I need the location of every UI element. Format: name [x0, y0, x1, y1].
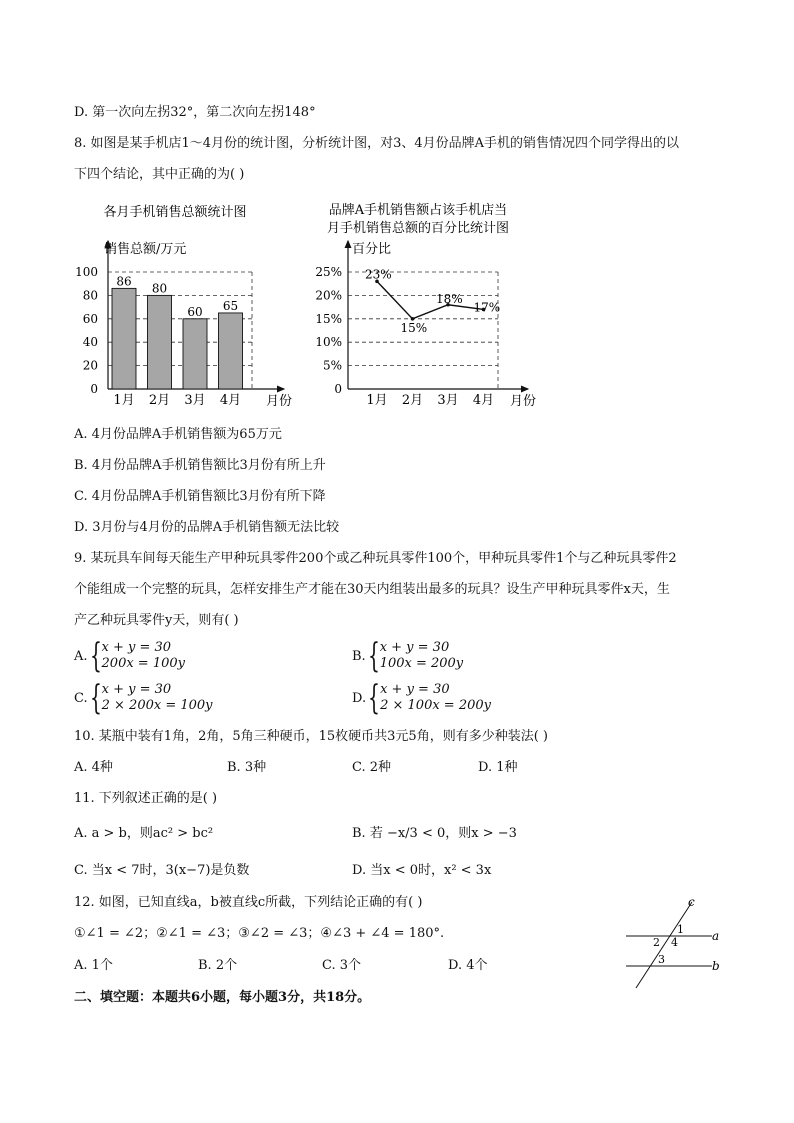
bar-chart-title: 各月手机销售总额统计图 [103, 205, 247, 220]
angle-4-label: 4 [671, 936, 678, 949]
q9-option-d-label: D. [352, 690, 367, 706]
q7-option-d: D. 第一次向左拐32°，第二次向左拐148° [74, 105, 316, 120]
line-chart-title-line1: 品牌A手机销售额占该手机店当 [328, 203, 508, 218]
bar [183, 319, 207, 389]
line-point-label: 17% [473, 300, 501, 315]
bar-chart-ylabel: 销售总额/万元 [104, 242, 187, 257]
q11-option-a: A. a > b，则ac² > bc² [74, 826, 214, 841]
angle-3-label: 3 [658, 953, 665, 966]
bar-chart-ytick: 40 [82, 335, 98, 350]
line-chart-ytick: 5% [322, 358, 342, 373]
bar-chart-xlabel: 月份 [266, 394, 293, 409]
q9-stem-line3: 产乙种玩具零件y天，则有( ) [74, 613, 239, 628]
bar-value-label: 80 [151, 281, 168, 296]
bar-chart-ytick: 60 [82, 311, 98, 326]
line-point-label: 23% [365, 267, 392, 282]
bar [112, 288, 136, 389]
bar-chart-xtick: 3月 [184, 393, 206, 408]
line-chart-xtick: 1月 [366, 393, 388, 408]
bar-chart-xtick: 1月 [113, 393, 135, 408]
brace-icon: { [368, 678, 380, 718]
q9-b-eq1: x + y = 30 [379, 640, 450, 655]
q12-option-c: C. 3个 [322, 958, 362, 973]
q9-d-eq1: x + y = 30 [380, 682, 450, 697]
bar [148, 295, 172, 389]
q9-option-d [352, 678, 491, 718]
line-chart-xtick: 2月 [401, 393, 424, 408]
q10-option-a: A. 4种 [74, 760, 113, 775]
line-point-label: 15% [400, 320, 428, 335]
brace-icon: { [367, 636, 380, 676]
brace-icon: { [89, 636, 102, 676]
q12-conditions: ①∠1 = ∠2；②∠1 = ∠3；③∠2 = ∠3；④∠3 + ∠4 = 180°. [74, 926, 445, 941]
q9-option-c-label: C. [74, 690, 88, 706]
q8-option-d: D. 3月份与4月份的品牌A手机销售额无法比较 [74, 520, 340, 535]
q9-option-c [74, 678, 213, 718]
q8-option-b: B. 4月份品牌A手机销售额比3月份有所上升 [74, 458, 326, 473]
angle-1-label: 1 [677, 923, 684, 936]
line-chart-ytick: 10% [315, 335, 342, 350]
q9-stem-line2: 个能组成一个完整的玩具，怎样安排生产才能在30天内组装出最多的玩具？设生产甲种玩具零件x天，生 [74, 582, 670, 597]
bar-chart-xtick: 4月 [219, 393, 242, 408]
angle-2-label: 2 [653, 936, 660, 949]
q9-stem-line1: 9. 某玩具车间每天能生产甲种玩具零件200个或乙种玩具零件100个，甲种玩具零件1个与乙种玩具零件2 [74, 551, 677, 566]
q9-a-eq1: x + y = 30 [101, 640, 172, 655]
line-chart-xtick: 4月 [472, 393, 495, 408]
q9-d-eq2: 2 × 100x = 200y [380, 698, 491, 713]
bar [219, 313, 243, 389]
q11-option-c: C. 当x < 7时，3(x−7)是负数 [74, 863, 250, 878]
line-series [377, 281, 484, 318]
label-a: a [712, 929, 720, 943]
q8-option-a: A. 4月份品牌A手机销售额为65万元 [74, 427, 282, 442]
q12-option-d: D. 4个 [448, 958, 488, 973]
q9-b-eq2: 100x = 200y [379, 656, 464, 671]
line-point-label: 18% [436, 291, 463, 306]
q10-stem: 10. 某瓶中装有1角，2角，5角三种硬币，15枚硬币共3元5角，则有多少种装法( ) [74, 729, 548, 744]
bar-chart-ytick: 0 [90, 382, 98, 396]
line-chart-xtick: 3月 [437, 393, 459, 408]
bar-chart-ytick: 20 [82, 358, 98, 373]
bar-chart-xtick: 2月 [148, 393, 171, 408]
line-chart [315, 202, 536, 409]
line-chart-xlabel: 月份 [510, 394, 537, 409]
q9-option-a [74, 636, 185, 676]
q8-stem-line1: 8. 如图是某手机店1～4月份的统计图，分析统计图，对3、4月份品牌A手机的销售情况四个同学得出的以 [74, 136, 680, 151]
label-b: b [712, 959, 720, 973]
q8-stem-line2: 下四个结论，其中正确的为( ) [74, 167, 245, 182]
bar-chart-ytick: 80 [82, 288, 98, 303]
bar-value-label: 60 [187, 304, 203, 319]
section2-heading: 二、填空题：本题共6小题，每小题3分，共18分。 [74, 990, 371, 1005]
q11-stem: 11. 下列叙述正确的是( ) [74, 791, 218, 806]
q11-option-b: B. 若 −x/3 < 0，则x > −3 [352, 826, 517, 841]
bar-value-label: 86 [116, 274, 132, 289]
brace-icon: { [89, 678, 102, 718]
q12-stem: 12. 如图，已知直线a，b被直线c所截，下列结论正确的有( ) [74, 895, 423, 910]
q8-option-c: C. 4月份品牌A手机销售额比3月份有所下降 [74, 489, 326, 504]
line-c [636, 902, 692, 988]
line-chart-ytick: 0 [334, 382, 342, 396]
q12-figure [620, 892, 730, 992]
q12-option-a: A. 1个 [74, 958, 113, 973]
q10-option-b: B. 3种 [227, 760, 267, 775]
q9-a-eq2: 200x = 100y [101, 656, 185, 671]
q9-option-b-label: B. [352, 648, 366, 664]
q12-option-b: B. 2个 [198, 958, 238, 973]
q9-c-eq1: x + y = 30 [101, 682, 172, 697]
q11-option-d: D. 当x < 0时，x² < 3x [352, 863, 492, 878]
bar-chart-ytick: 100 [75, 265, 98, 279]
q10-option-d: D. 1种 [478, 760, 518, 775]
bar-chart [75, 204, 292, 409]
line-chart-ytick: 15% [315, 311, 342, 326]
line-chart-title-line2: 月手机销售总额的百分比统计图 [326, 221, 510, 236]
line-chart-ytick: 20% [315, 288, 342, 303]
q9-c-eq2: 2 × 200x = 100y [101, 698, 213, 713]
q9-option-a-label: A. [74, 648, 88, 664]
line-chart-ytick: 25% [315, 265, 342, 279]
bar-value-label: 65 [222, 298, 239, 313]
q9-option-b [352, 636, 464, 676]
q10-option-c: C. 2种 [352, 760, 392, 775]
line-chart-ylabel: 百分比 [352, 242, 392, 257]
label-c: c [688, 895, 695, 909]
q8-charts [0, 0, 794, 420]
